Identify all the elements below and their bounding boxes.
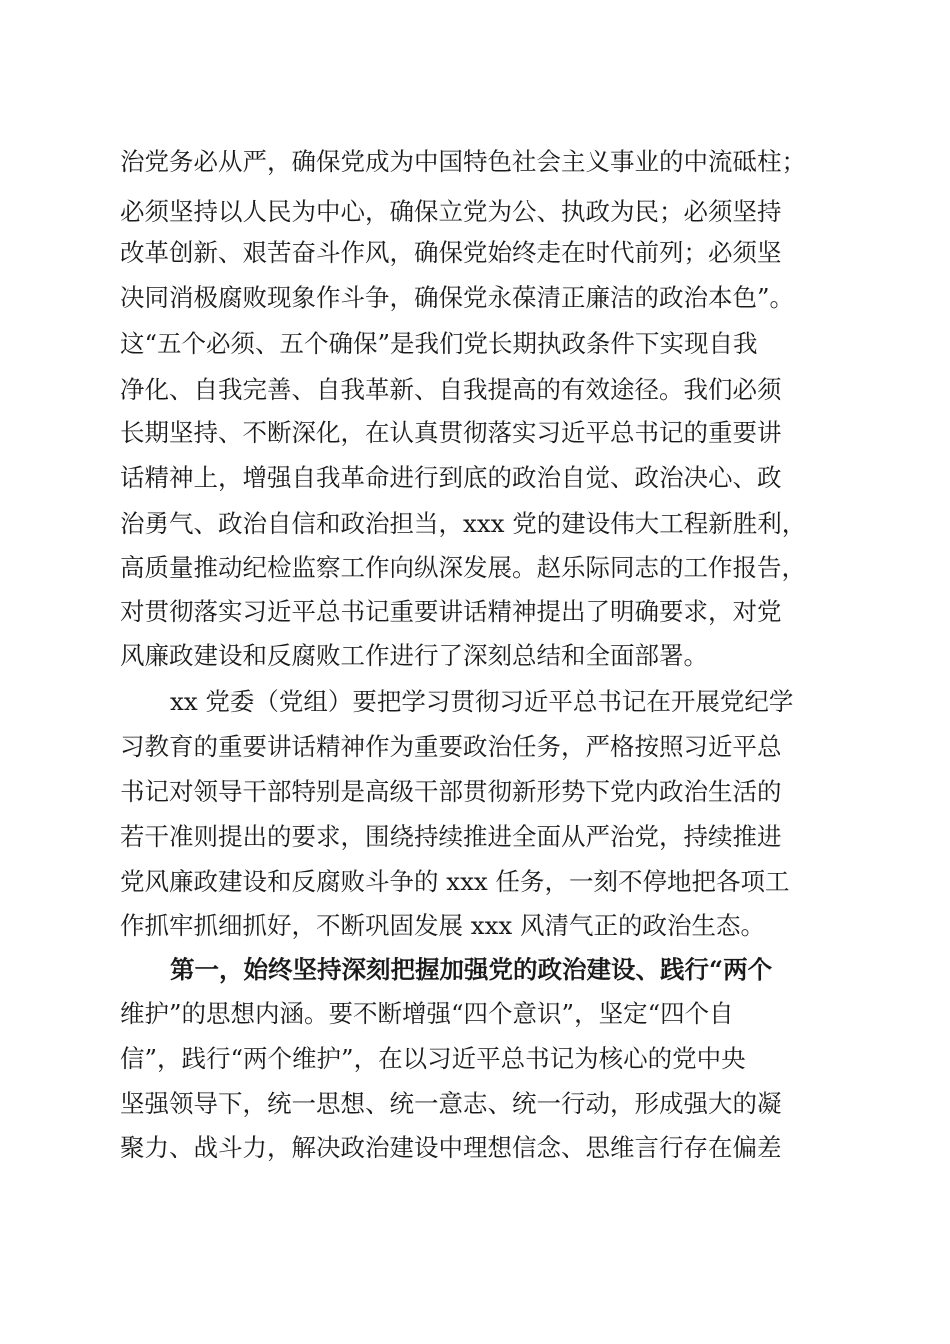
paragraph-2-line-1: xx 党委（党组）要把学习贯彻习近平总书记在开展党纪学 [170,687,794,716]
paragraph-3-line-5: 聚力、战斗力，解决政治建设中理想信念、思维言行存在偏差 [120,1133,782,1162]
paragraph-1-line-2: 必须坚持以人民为中心，确保立党为公、执政为民；必须坚持 [120,197,782,226]
paragraph-2-line-6: 作抓牢抓细抓好，不断巩固发展 xxx 风清气正的政治生态。 [120,911,766,940]
paragraph-1-line-11: 对贯彻落实习近平总书记重要讲话精神提出了明确要求，对党 [120,597,782,626]
paragraph-1-line-3: 改革创新、艰苦奋斗作风，确保党始终走在时代前列；必须坚 [120,238,782,267]
paragraph-2-line-4: 若干准则提出的要求，围绕持续推进全面从严治党，持续推进 [120,822,782,851]
paragraph-3-line-1: 第一，始终坚持深刻把握加强党的政治建设、践行“两个 [170,955,773,984]
paragraph-1-line-8: 话精神上，增强自我革命进行到底的政治自觉、政治决心、政 [120,463,782,492]
paragraph-2-line-5: 党风廉政建设和反腐败斗争的 xxx 任务，一刻不停地把各项工 [120,867,790,896]
paragraph-1-line-6: 净化、自我完善、自我革新、自我提高的有效途径。我们必须 [120,375,782,404]
paragraph-3-line-4: 坚强领导下，统一思想、统一意志、统一行动，形成强大的凝 [120,1089,782,1118]
paragraph-1-line-1: 治党务必从严，确保党成为中国特色社会主义事业的中流砥柱； [120,147,806,176]
paragraph-2-line-3: 书记对领导干部特别是高级干部贯彻新形势下党内政治生活的 [120,777,782,806]
paragraph-3-line-2: 维护”的思想内涵。要不断增强“四个意识”，坚定“四个自 [120,999,734,1028]
paragraph-1-line-12: 风廉政建设和反腐败工作进行了深刻总结和全面部署。 [120,641,708,670]
paragraph-1-line-4: 决同消极腐败现象作斗争，确保党永葆清正廉洁的政治本色”。 [120,283,795,312]
paragraph-1-line-9: 治勇气、政治自信和政治担当，xxx 党的建设伟大工程新胜利， [120,509,807,538]
paragraph-1-line-10: 高质量推动纪检监察工作向纵深发展。赵乐际同志的工作报告， [120,553,806,582]
paragraph-2-line-2: 习教育的重要讲话精神作为重要政治任务，严格按照习近平总 [120,732,782,761]
paragraph-1-line-5: 这“五个必须、五个确保”是我们党长期执政条件下实现自我 [120,329,758,358]
paragraph-3-line-3: 信”，践行“两个维护”，在以习近平总书记为核心的党中央 [120,1044,746,1073]
paragraph-1-line-7: 长期坚持、不断深化，在认真贯彻落实习近平总书记的重要讲 [120,418,782,447]
